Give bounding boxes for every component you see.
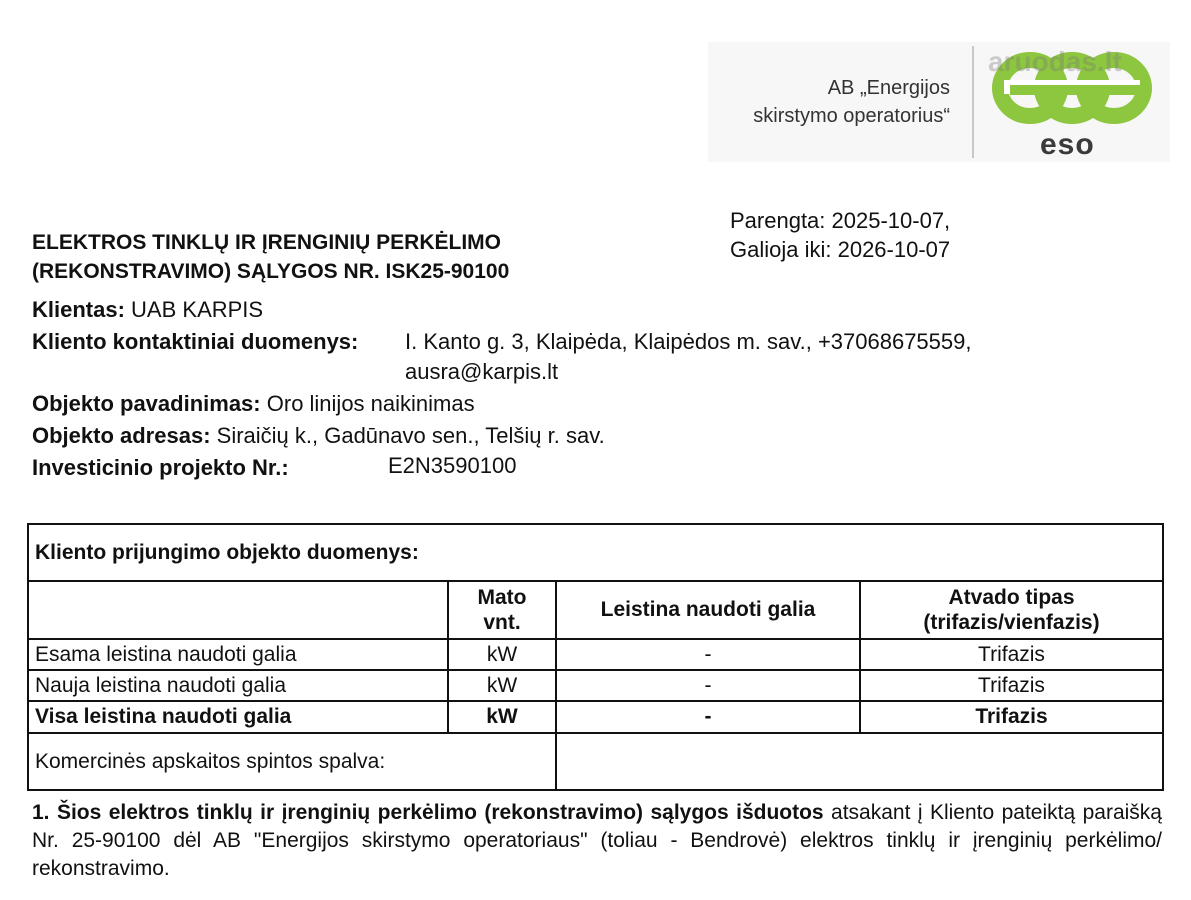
- table-row: [28, 670, 1163, 701]
- logo-divider: [972, 46, 974, 158]
- contacts-label: Kliento kontaktiniai duomenys:: [32, 329, 359, 354]
- client-row: [32, 295, 263, 325]
- object-address-row: [32, 421, 605, 451]
- document-title: [32, 228, 672, 286]
- valid-until-date: Galioja iki: 2026-10-07: [730, 237, 951, 262]
- header-unit-line1: Mato: [477, 586, 527, 609]
- row-power: -: [556, 701, 860, 733]
- row-type: Trifazis: [860, 701, 1163, 733]
- row-label: Visa leistina naudoti galia: [28, 701, 448, 733]
- prepared-date: Parengta: 2025-10-07,: [730, 208, 951, 233]
- row-power: -: [556, 670, 860, 701]
- header-empty: [28, 581, 448, 639]
- object-name-row: [32, 389, 475, 419]
- title-line2: (REKONSTRAVIMO) SĄLYGOS NR. ISK25-90100: [32, 260, 510, 283]
- condition-paragraph: [32, 799, 1162, 883]
- header-type-line1: Atvado tipas: [948, 586, 1075, 609]
- header-type-line2: (trifazis/vienfazis): [923, 611, 1100, 634]
- row-label: Esama leistina naudoti galia: [28, 639, 448, 670]
- object-address-value: Siraičių k., Gadūnavo sen., Telšių r. sav.: [216, 423, 605, 448]
- table-header-row: [28, 581, 1163, 639]
- header-unit: [448, 581, 556, 639]
- color-row: [28, 733, 1163, 790]
- row-label: Nauja leistina naudoti galia: [28, 670, 448, 701]
- contacts-value: [405, 327, 972, 387]
- document-dates: [730, 206, 950, 264]
- table-heading: Kliento prijungimo objekto duomenys:: [28, 524, 1163, 581]
- row-unit: kW: [448, 670, 556, 701]
- row-type: Trifazis: [860, 639, 1163, 670]
- row-type: Trifazis: [860, 670, 1163, 701]
- object-name-value: Oro linijos naikinimas: [266, 391, 475, 416]
- table-heading-row: [28, 524, 1163, 581]
- color-label: Komercinės apskaitos spintos spalva:: [28, 733, 556, 790]
- company-name: [718, 74, 950, 130]
- client-value: UAB KARPIS: [131, 297, 264, 322]
- object-address-label: Objekto adresas:: [32, 423, 211, 448]
- table-row: [28, 639, 1163, 670]
- project-value: E2N3590100: [388, 453, 517, 478]
- project-row: [32, 453, 289, 483]
- brand-text: eso: [1040, 128, 1095, 161]
- object-data-table: [27, 523, 1164, 791]
- header-unit-line2: vnt.: [483, 611, 521, 634]
- company-name-line2: skirstymo operatorius“: [753, 105, 950, 127]
- table-row-total: [28, 701, 1163, 733]
- row-unit: kW: [448, 701, 556, 733]
- contacts-line2: ausra@karpis.lt: [405, 359, 559, 384]
- paragraph-text: atsakant į Kliento pateiktą paraišką Nr. 25-90100 dėl AB "Energijos skirstymo operatoriaus" (toliau - Bendrovė) elektros tinklų ir įrenginių perkėlimo/ rekonstravimo.: [32, 801, 1162, 880]
- row-power: -: [556, 639, 860, 670]
- row-unit: kW: [448, 639, 556, 670]
- company-name-line1: AB „Energijos: [827, 77, 950, 99]
- color-value: [556, 733, 1163, 790]
- title-line1: ELEKTROS TINKLŲ IR ĮRENGINIŲ PERKĖLIMO: [32, 231, 502, 254]
- client-label: Klientas:: [32, 297, 125, 322]
- contacts-label-row: [32, 327, 358, 357]
- project-label: Investicinio projekto Nr.:: [32, 455, 289, 480]
- contacts-line1: I. Kanto g. 3, Klaipėda, Klaipėdos m. sav., +37068675559,: [405, 329, 972, 354]
- watermark: aruodas.lt: [988, 46, 1122, 77]
- paragraph-bold: 1. Šios elektros tinklų ir įrenginių perkėlimo (rekonstravimo) sąlygos išduotos: [32, 801, 824, 824]
- header-type: [860, 581, 1163, 639]
- object-name-label: Objekto pavadinimas:: [32, 391, 261, 416]
- header-power: Leistina naudoti galia: [556, 581, 860, 639]
